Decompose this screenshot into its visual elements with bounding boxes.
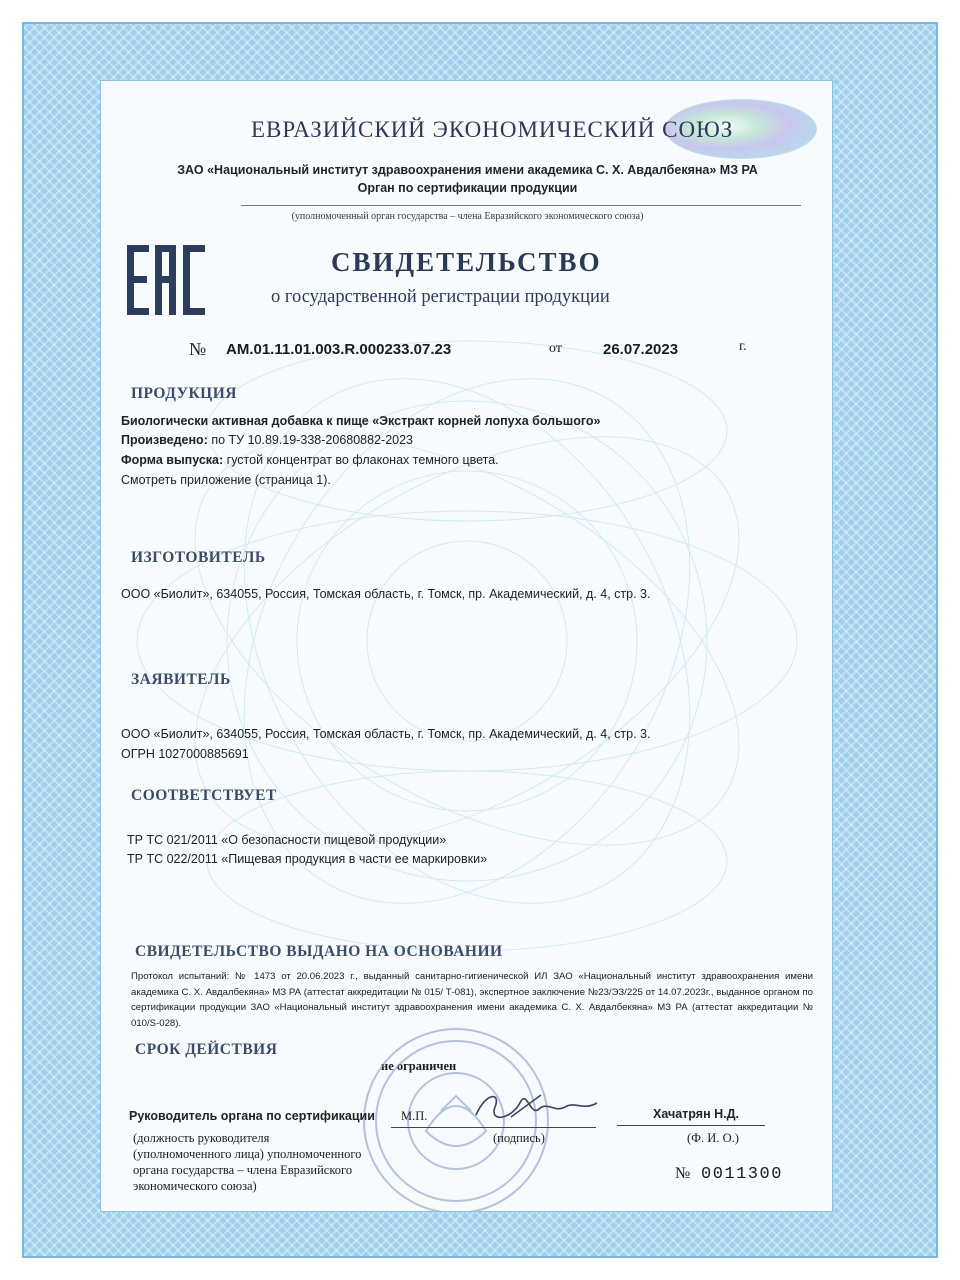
signature-line bbox=[391, 1127, 596, 1128]
conforms-heading: СООТВЕТСТВУЕТ bbox=[131, 787, 277, 804]
certificate-date: 26.07.2023 bbox=[603, 341, 679, 358]
header-divider bbox=[241, 205, 801, 206]
form-label: Форма выпуска: bbox=[121, 453, 224, 467]
see-appendix: Смотреть приложение (страница 1). bbox=[121, 473, 331, 487]
basis-text: Протокол испытаний: № 1473 от 20.06.2023 г., выданный санитарно-гигиенической ИЛ ЗАО «Национальный институт здравоохранения имени академика С. Х. Авдалбекяна» МЗ РА (аттестат аккредитации № 015/ Т-081), экспертное заключение №23/ЭЗ/225 от 14.07.2023г., выданное органом по сертификации продукции ЗАО «Национальный институт здравоохранения имени академика С. Х. Авдалбекяна» МЗ РА (аттестат аккредитации № 010/S-028). bbox=[131, 971, 813, 1029]
applicant-ogrn: ОГРН 1027000885691 bbox=[121, 747, 249, 761]
validity-heading: СРОК ДЕЙСТВИЯ bbox=[135, 1041, 278, 1058]
number-label: № bbox=[189, 339, 207, 359]
role-note-line: (должность руководителя bbox=[133, 1131, 270, 1145]
conforms-item: ТР ТС 021/2011 «О безопасности пищевой продукции» bbox=[127, 833, 447, 847]
signature-label: (подпись) bbox=[493, 1131, 545, 1145]
signatory-name: Хачатрян Н.Д. bbox=[653, 1107, 739, 1121]
institute-name: ЗАО «Национальный институт здравоохранения имени академика С. Х. Авдалбекяна» МЗ РА bbox=[177, 163, 758, 177]
serial-number: 0011300 bbox=[701, 1165, 783, 1184]
name-line bbox=[617, 1125, 765, 1126]
seal-place-label: М.П. bbox=[401, 1109, 428, 1123]
produced-label: Произведено: bbox=[121, 433, 208, 447]
basis-heading: СВИДЕТЕЛЬСТВО ВЫДАНО НА ОСНОВАНИИ bbox=[135, 943, 503, 960]
product-produced bbox=[121, 433, 413, 447]
manufacturer-heading: ИЗГОТОВИТЕЛЬ bbox=[131, 549, 266, 566]
validity-value: не ограничен bbox=[381, 1059, 457, 1073]
role-note-line: (уполномоченного лица) уполномоченного bbox=[133, 1147, 362, 1161]
certification-organ: Орган по сертификации продукции bbox=[357, 181, 578, 195]
form-value: густой концентрат во флаконах темного цвета. bbox=[223, 453, 499, 467]
certificate-number: AM.01.11.01.003.R.000233.07.23 bbox=[226, 341, 452, 358]
applicant-text: ООО «Биолит», 634055, Россия, Томская область, г. Томск, пр. Академический, д. 4, стр. 3. bbox=[121, 727, 651, 741]
year-label: г. bbox=[739, 339, 747, 354]
product-name: Биологически активная добавка к пище «Экстракт корней лопуха большого» bbox=[121, 414, 601, 428]
produced-value: по ТУ 10.89.19-338-20680882-2023 bbox=[207, 433, 413, 447]
eac-logo-text: EAC bbox=[125, 243, 128, 244]
signatory-role: Руководитель органа по сертификации bbox=[129, 1109, 375, 1123]
serial-label: № bbox=[675, 1165, 691, 1182]
authorized-body-note: (уполномоченный орган государства – члена Евразийского экономического союза) bbox=[291, 211, 644, 222]
conforms-item: ТР ТС 022/2011 «Пищевая продукция в части ее маркировки» bbox=[127, 852, 488, 866]
certificate-paper bbox=[100, 80, 833, 1212]
eac-logo bbox=[125, 243, 209, 317]
applicant-heading: ЗАЯВИТЕЛЬ bbox=[131, 671, 231, 688]
product-heading: ПРОДУКЦИЯ bbox=[131, 385, 237, 402]
name-label: (Ф. И. О.) bbox=[687, 1131, 739, 1145]
signature bbox=[471, 1087, 601, 1127]
union-title: ЕВРАЗИЙСКИЙ ЭКОНОМИЧЕСКИЙ СОЮЗ bbox=[251, 117, 734, 142]
from-label: от bbox=[549, 341, 562, 356]
role-note-line: органа государства – члена Евразийского bbox=[133, 1163, 353, 1177]
certificate-title: СВИДЕТЕЛЬСТВО bbox=[331, 247, 602, 277]
product-form bbox=[121, 453, 499, 467]
role-note-line: экономического союза) bbox=[133, 1179, 257, 1193]
manufacturer-text: ООО «Биолит», 634055, Россия, Томская область, г. Томск, пр. Академический, д. 4, стр. 3. bbox=[121, 587, 651, 601]
certificate-subtitle: о государственной регистрации продукции bbox=[271, 287, 610, 307]
